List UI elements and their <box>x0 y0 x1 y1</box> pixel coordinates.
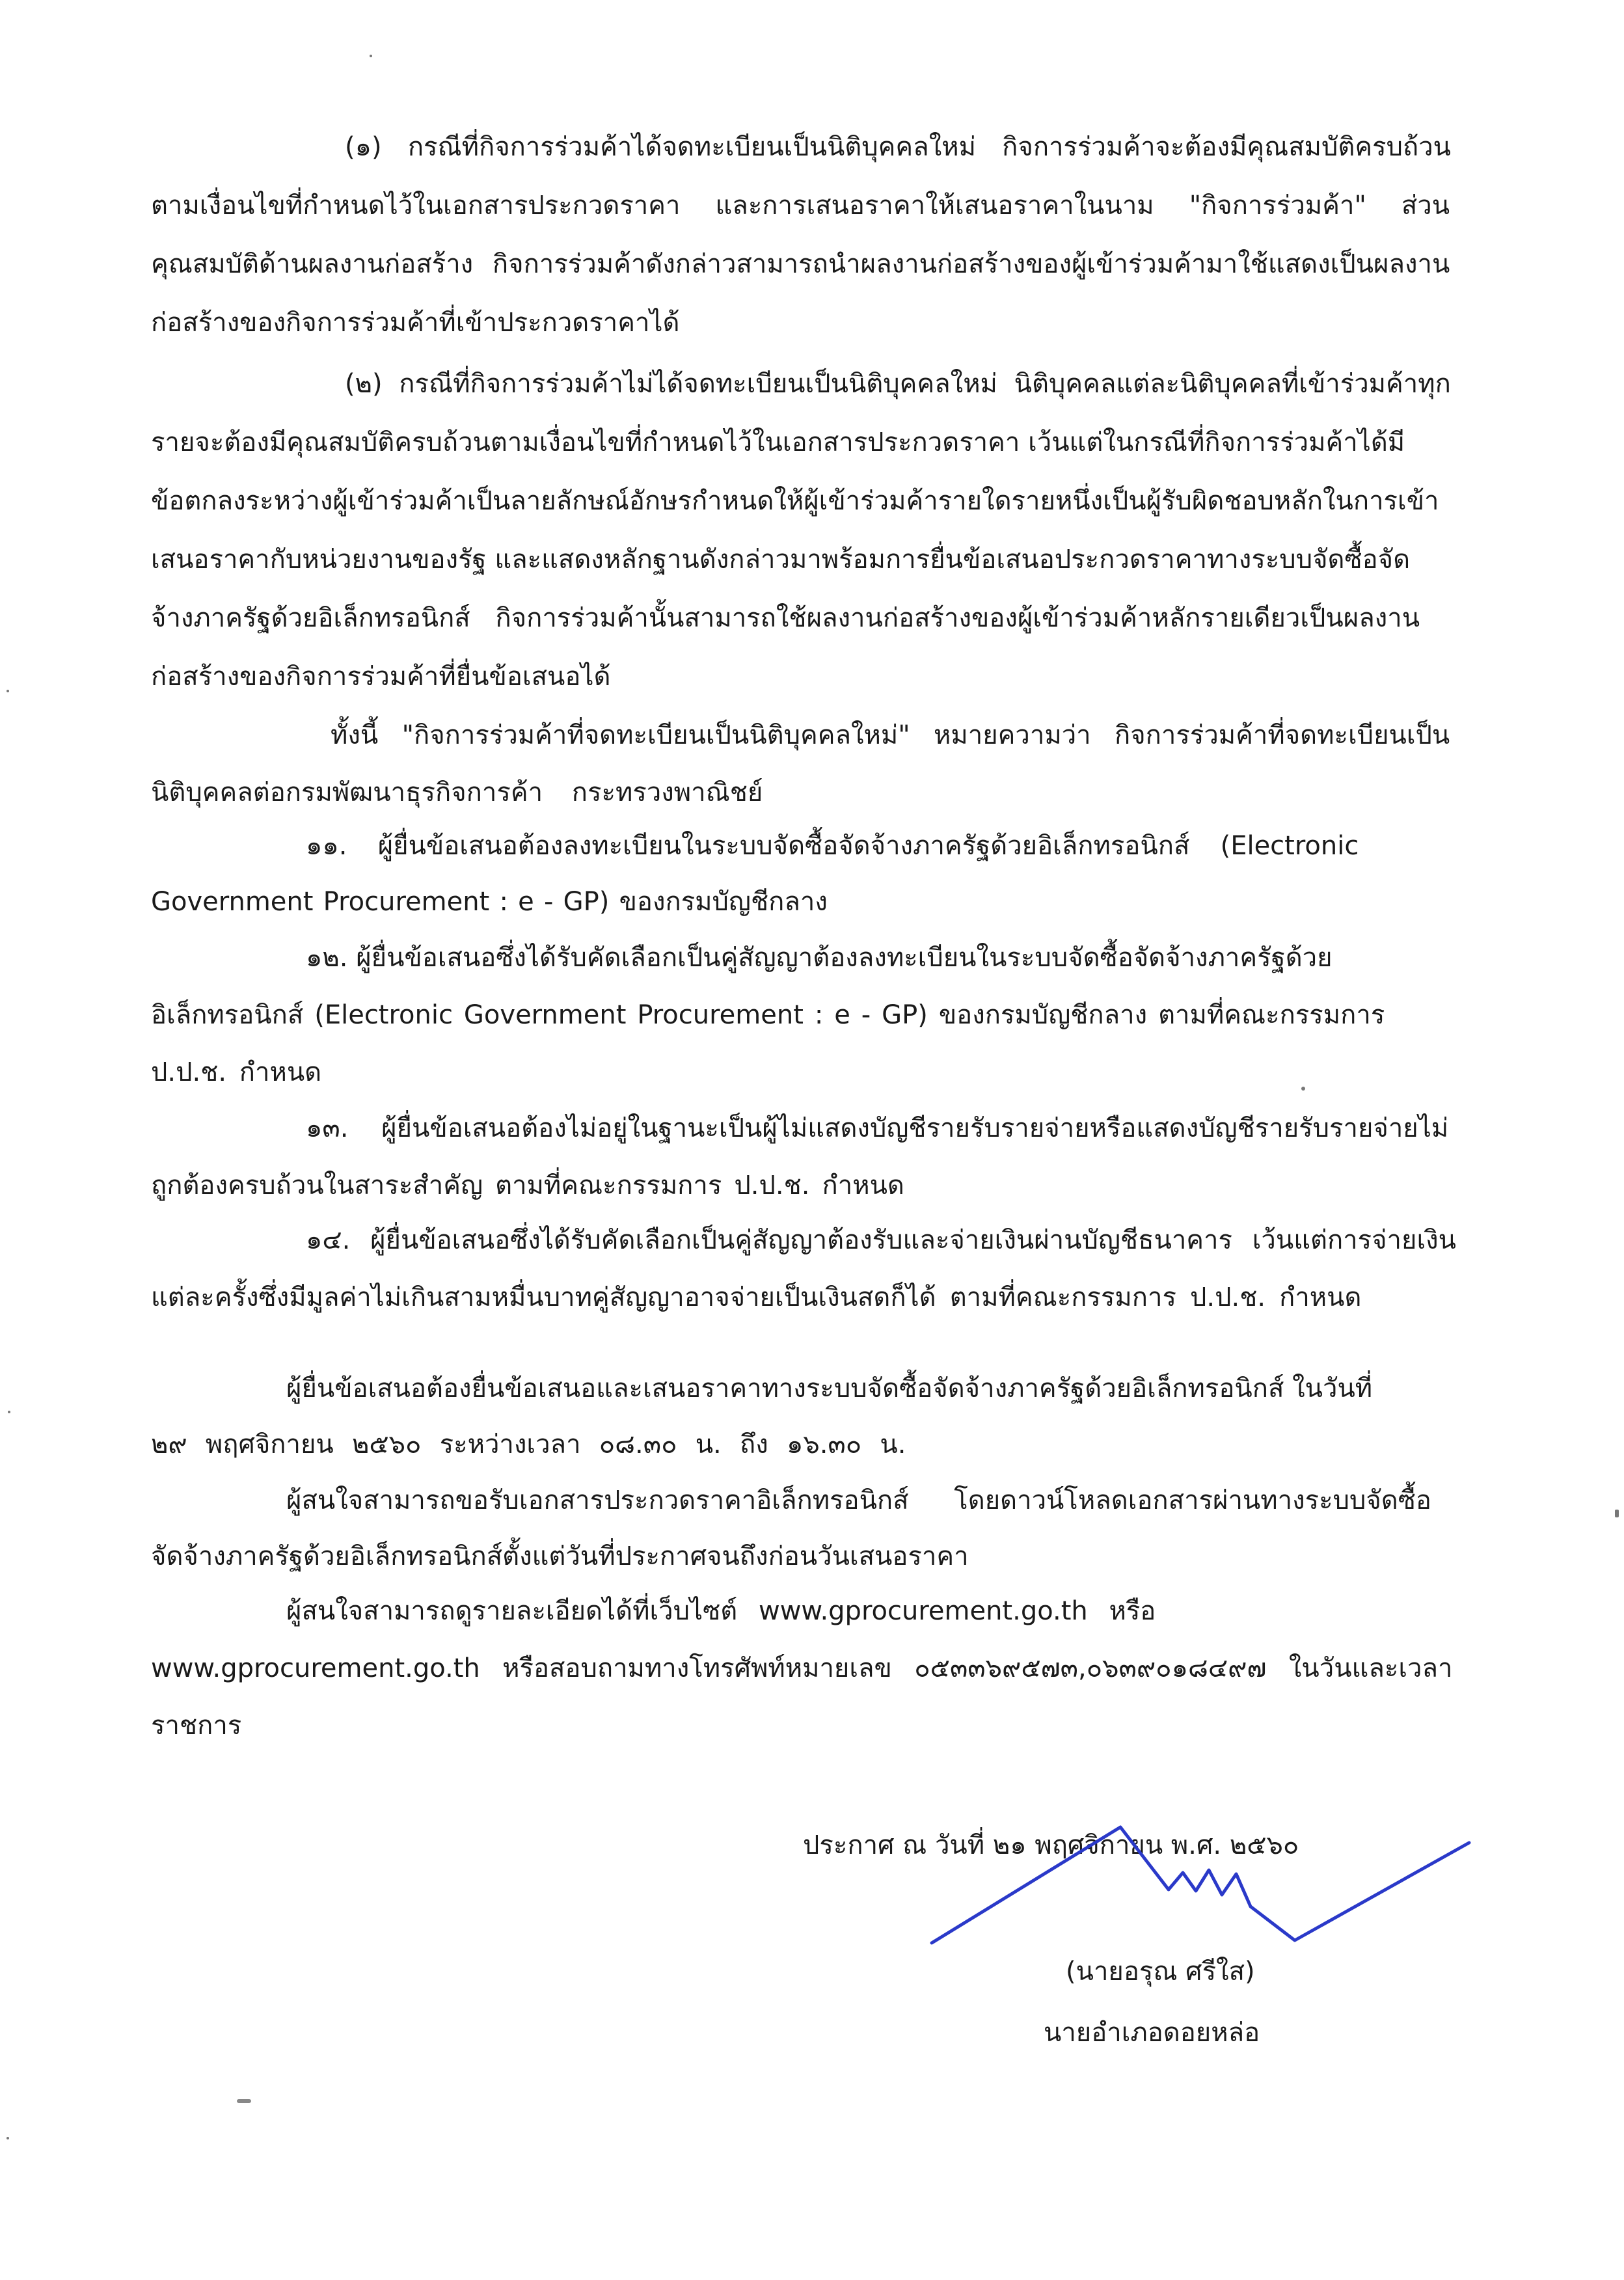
text-line: (๒) กรณีที่กิจการร่วมค้าไม่ได้จดทะเบียนเป็นนิติบุคคลใหม่ นิติบุคคลแต่ละนิติบุคคลที่เข้าร่วมค้าทุก <box>345 369 1451 399</box>
text-line: แต่ละครั้งซึ่งมีมูลค่าไม่เกินสามหมื่นบาทคู่สัญญาอาจจ่ายเป็นเงินสดก็ได้ ตามที่คณะกรรมการ ป.ป.ช. กำหนด <box>151 1282 1362 1312</box>
text-line: ก่อสร้างของกิจการร่วมค้าที่เข้าประกวดราคาได้ <box>151 308 680 338</box>
text-line: ๑๒. ผู้ยื่นข้อเสนอซึ่งได้รับคัดเลือกเป็นคู่สัญญาต้องลงทะเบียนในระบบจัดซื้อจัดจ้างภาครัฐด้วย <box>306 943 1333 973</box>
text-line: (๑) กรณีที่กิจการร่วมค้าได้จดทะเบียนเป็นนิติบุคคลใหม่ กิจการร่วมค้าจะต้องมีคุณสมบัติครบถ้วน <box>345 132 1452 162</box>
scan-speck <box>1301 1087 1305 1091</box>
scan-speck <box>7 2137 9 2139</box>
text-line: จัดจ้างภาครัฐด้วยอิเล็กทรอนิกส์ตั้งแต่วันที่ประกาศจนถึงก่อนวันเสนอราคา <box>151 1541 969 1571</box>
text-line: ๒๙ พฤศจิกายน ๒๕๖๐ ระหว่างเวลา ๐๘.๓๐ น. ถึง ๑๖.๓๐ น. <box>151 1430 906 1459</box>
text-line: ตามเงื่อนไขที่กำหนดไว้ในเอกสารประกวดราคา และการเสนอราคาให้เสนอราคาในนาม "กิจการร่วมค้า" ส่วน <box>151 191 1450 221</box>
scan-speck <box>1615 1510 1619 1517</box>
signer-title: นายอำเภอดอยหล่อ <box>1044 2018 1260 2048</box>
scan-speck <box>7 690 9 692</box>
text-line: นิติบุคคลต่อกรมพัฒนาธุรกิจการค้า กระทรวงพาณิชย์ <box>151 778 763 808</box>
text-line: เสนอราคากับหน่วยงานของรัฐ และแสดงหลักฐานดังกล่าวมาพร้อมการยื่นข้อเสนอประกวดราคาทางระบบจัดซื้อจัด <box>151 545 1411 575</box>
scan-speck <box>237 2099 251 2103</box>
text-line: ผู้ยื่นข้อเสนอต้องยื่นข้อเสนอและเสนอราคาทางระบบจัดซื้อจัดจ้างภาครัฐด้วยอิเล็กทรอนิกส์ ในวันที่ <box>286 1374 1373 1404</box>
scan-speck <box>8 1411 10 1413</box>
text-line: ป.ป.ช. กำหนด <box>151 1057 322 1087</box>
text-line: จ้างภาครัฐด้วยอิเล็กทรอนิกส์ กิจการร่วมค้านั้นสามารถใช้ผลงานก่อสร้างของผู้เข้าร่วมค้าหลักรายเดียวเป็นผลงาน <box>151 603 1420 633</box>
text-line: ๑๓. ผู้ยื่นข้อเสนอต้องไม่อยู่ในฐานะเป็นผู้ไม่แสดงบัญชีรายรับรายจ่ายหรือแสดงบัญชีรายรับรายจ่ายไม่ <box>306 1113 1449 1143</box>
text-line: ผู้สนใจสามารถดูรายละเอียดได้ที่เว็บไซต์ www.gprocurement.go.th หรือ <box>286 1596 1156 1626</box>
text-line: ผู้สนใจสามารถขอรับเอกสารประกวดราคาอิเล็กทรอนิกส์ โดยดาวน์โหลดเอกสารผ่านทางระบบจัดซื้อ <box>286 1486 1431 1515</box>
text-line: www.gprocurement.go.th หรือสอบถามทางโทรศัพท์หมายเลข ๐๕๓๓๖๙๕๗๓,๐๖๓๙๐๑๘๔๙๗ ในวันและเวลา <box>151 1653 1453 1683</box>
text-line: ราชการ <box>151 1711 242 1741</box>
text-line: อิเล็กทรอนิกส์ (Electronic Government Procurement : e - GP) ของกรมบัญชีกลาง ตามที่คณะกรรมการ <box>151 1000 1385 1030</box>
text-line: ข้อตกลงระหว่างผู้เข้าร่วมค้าเป็นลายลักษณ์อักษรกำหนดให้ผู้เข้าร่วมค้ารายใดรายหนึ่งเป็นผู้รับผิดชอบหลักในการเข้า <box>151 486 1439 516</box>
text-line: คุณสมบัติด้านผลงานก่อสร้าง กิจการร่วมค้าดังกล่าวสามารถนำผลงานก่อสร้างของผู้เข้าร่วมค้ามาใช้แสดงเป็นผลงาน <box>151 249 1450 279</box>
text-line: ทั้งนี้ "กิจการร่วมค้าที่จดทะเบียนเป็นนิติบุคคลใหม่" หมายความว่า กิจการร่วมค้าที่จดทะเบียนเป็น <box>331 720 1450 750</box>
text-line: รายจะต้องมีคุณสมบัติครบถ้วนตามเงื่อนไขที่กำหนดไว้ในเอกสารประกวดราคา เว้นแต่ในกรณีที่กิจการร่วมค้าได้มี <box>151 428 1405 457</box>
announce-date: ประกาศ ณ วันที่ ๒๑ พฤศจิกายน พ.ศ. ๒๕๖๐ <box>803 1830 1299 1860</box>
text-line: Government Procurement : e - GP) ของกรมบัญชีกลาง <box>151 887 828 917</box>
text-line: ๑๑. ผู้ยื่นข้อเสนอต้องลงทะเบียนในระบบจัดซื้อจัดจ้างภาครัฐด้วยอิเล็กทรอนิกส์ (Electronic <box>306 831 1359 861</box>
text-line: ถูกต้องครบถ้วนในสาระสำคัญ ตามที่คณะกรรมการ ป.ป.ช. กำหนด <box>151 1171 904 1201</box>
scan-speck <box>370 55 372 57</box>
signer-name: (นายอรุณ ศรีใส) <box>1066 1957 1255 1987</box>
text-line: ๑๔. ผู้ยื่นข้อเสนอซึ่งได้รับคัดเลือกเป็นคู่สัญญาต้องรับและจ่ายเงินผ่านบัญชีธนาคาร เว้นแต่การจ่ายเงิน <box>306 1225 1456 1255</box>
text-line: ก่อสร้างของกิจการร่วมค้าที่ยื่นข้อเสนอได้ <box>151 662 611 692</box>
